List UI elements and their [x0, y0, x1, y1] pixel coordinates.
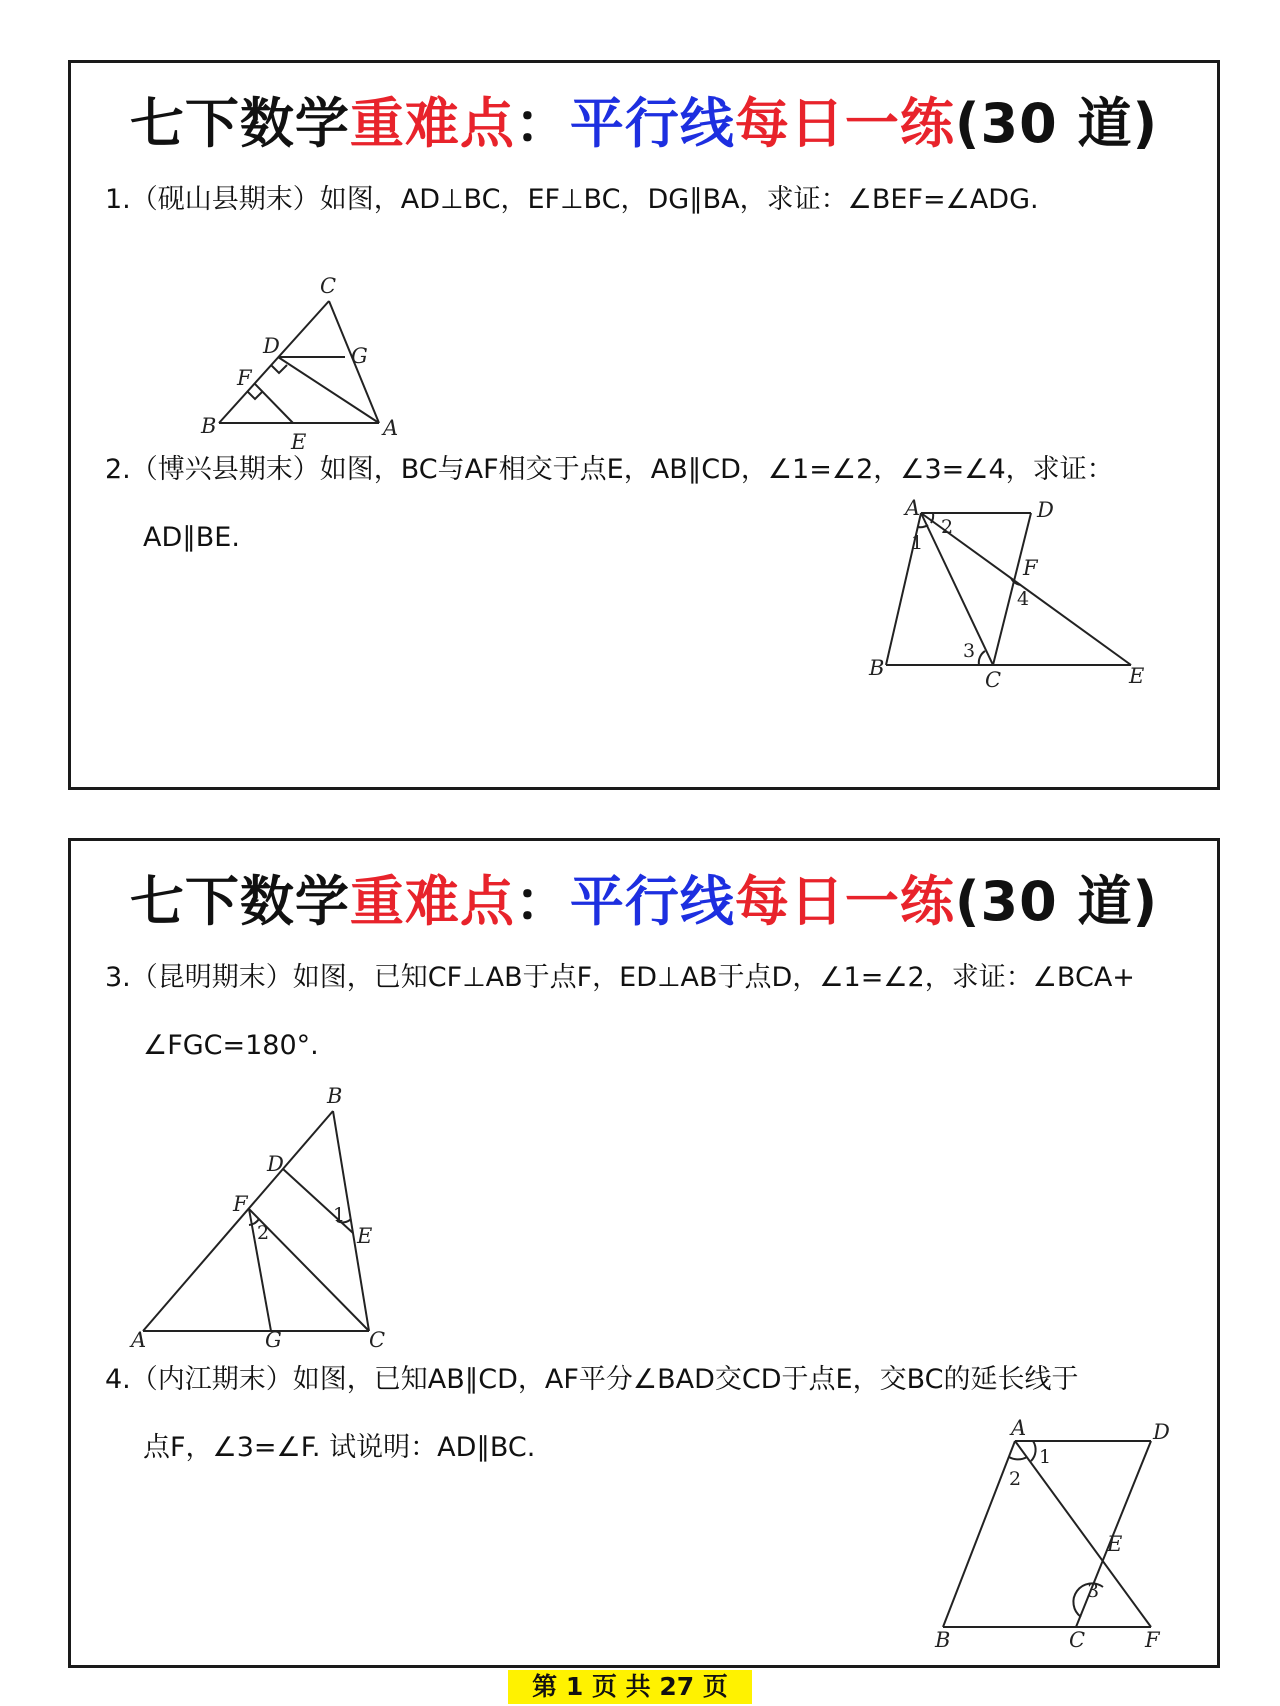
question-3-text-line2: ∠FGC=180°. [143, 1030, 319, 1061]
card-title: 七下数学重难点：平行线每日一练(30 道) [129, 870, 1159, 933]
label-E: E [1129, 664, 1145, 688]
label-G: G [351, 344, 368, 368]
card-title: 七下数学重难点：平行线每日一练(30 道) [129, 92, 1159, 155]
angle-1: 1 [1039, 1446, 1052, 1468]
label-F: F [233, 1192, 248, 1216]
label-B: B [201, 414, 217, 438]
angle-2: 2 [257, 1222, 270, 1244]
label-B: B [869, 656, 885, 680]
label-C: C [985, 668, 1002, 692]
angle-4: 4 [1017, 588, 1030, 610]
label-F: F [1023, 556, 1038, 580]
figure-question-2 [869, 496, 1211, 723]
angle-2: 2 [1009, 1468, 1022, 1490]
label-B: B [327, 1084, 343, 1108]
worksheet-card-2 [68, 838, 1220, 1668]
angle-2: 2 [941, 516, 954, 538]
figure-question-1-drawing [131, 223, 431, 453]
figure-question-4 [931, 1416, 1211, 1661]
label-C: C [1069, 1628, 1086, 1652]
page-number-footer: 第 1 页 共 27 页 [508, 1670, 752, 1704]
angle-1: 1 [911, 532, 924, 554]
question-2-text-line2: AD∥BE. [143, 522, 240, 553]
label-D: D [267, 1152, 284, 1176]
label-E: E [357, 1224, 373, 1248]
label-B: B [935, 1628, 951, 1652]
label-F: F [1145, 1628, 1160, 1652]
question-4-text-line2: 点F，∠3=∠F. 试说明：AD∥BC. [143, 1432, 536, 1463]
label-A: A [1011, 1416, 1027, 1440]
question-2-text: 2.（博兴县期末）如图，BC与AF相交于点E，AB∥CD，∠1=∠2，∠3=∠4，求证： [105, 454, 1114, 485]
worksheet-card-1 [68, 60, 1220, 790]
label-C: C [369, 1328, 386, 1352]
label-E: E [1107, 1532, 1123, 1556]
label-D: D [1037, 498, 1054, 522]
question-4-text: 4.（内江期末）如图，已知AB∥CD，AF平分∠BAD交CD于点E，交BC的延长线于 [105, 1364, 1079, 1395]
label-D: D [1153, 1420, 1170, 1444]
label-A: A [905, 496, 921, 520]
figure-question-3 [131, 1081, 431, 1352]
question-3-text: 3.（昆明期末）如图，已知CF⊥AB于点F，ED⊥AB于点D，∠1=∠2，求证：∠BCA+ [105, 962, 1135, 993]
label-A: A [131, 1328, 147, 1352]
label-E: E [291, 430, 307, 454]
label-F: F [237, 366, 252, 390]
label-D: D [263, 334, 280, 358]
angle-1: 1 [333, 1204, 346, 1226]
angle-3: 3 [1087, 1580, 1100, 1602]
label-A: A [383, 416, 399, 440]
question-1-text: 1.（砚山县期末）如图，AD⊥BC，EF⊥BC，DG∥BA，求证：∠BEF=∠ADG. [105, 184, 1039, 215]
label-C: C [320, 274, 337, 298]
angle-3: 3 [963, 640, 976, 662]
label-G: G [265, 1328, 282, 1352]
